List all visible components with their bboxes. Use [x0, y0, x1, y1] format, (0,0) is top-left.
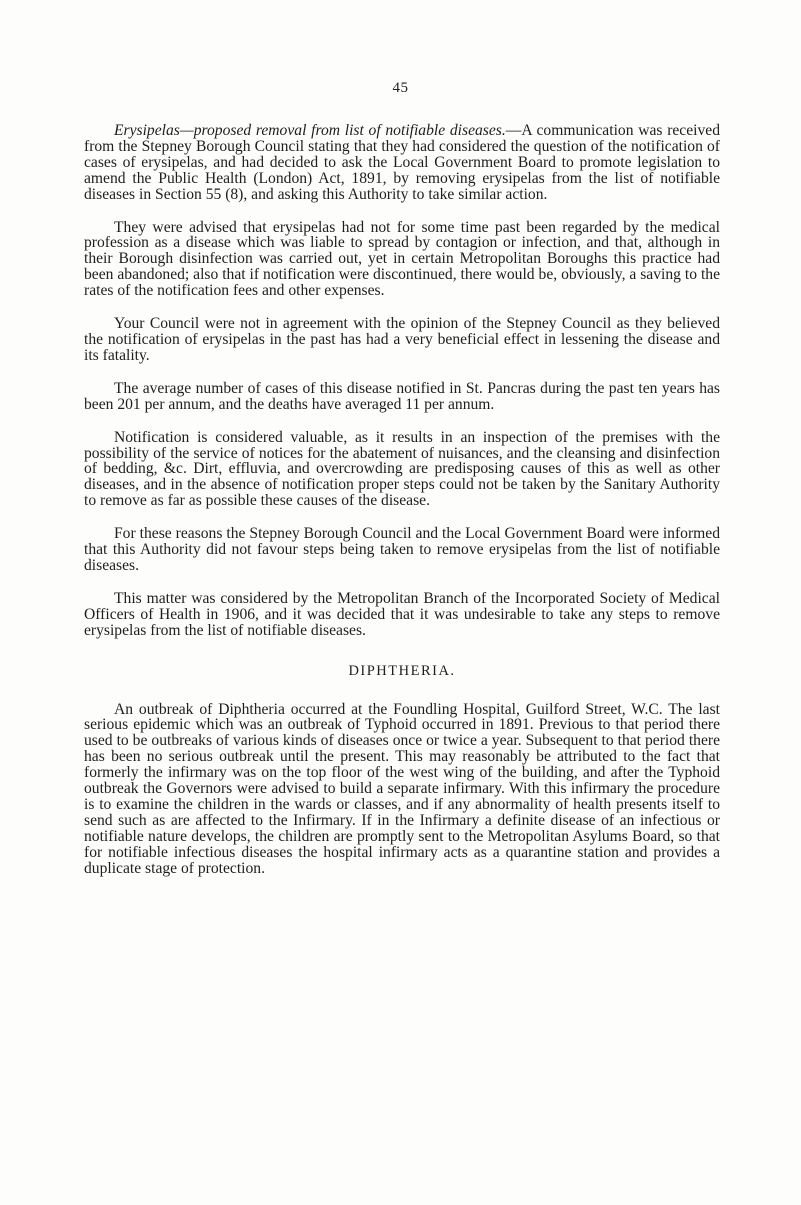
section-lead-title: Erysipelas—proposed removal from list of notifiable diseases. [114, 122, 506, 139]
erysipelas-paragraph-3: Your Council were not in agreement with the opinion of the Stepney Council as they believed the notification of erysipelas in the past has had a very beneficial effect in lessening the disease and its fatality. [84, 315, 720, 364]
body-text [84, 123, 720, 877]
erysipelas-paragraph-1 [84, 123, 720, 203]
erysipelas-paragraph-7: This matter was considered by the Metropolitan Branch of the Incorporated Society of Medical Officers of Health in 1906, and it was decided that it was undesirable to take any steps to remove erysipelas from the list of notifiable diseases. [84, 589, 720, 639]
section-heading-diphtheria: DIPHTHERIA. [348, 662, 456, 679]
erysipelas-paragraph-6: For these reasons the Stepney Borough Council and the Local Government Board were informed that this Authority did not favour steps being taken to remove erysipelas from the list of notifiable diseases. [84, 525, 720, 574]
page-number: 45 [392, 80, 409, 96]
erysipelas-paragraph-4: The average number of cases of this disease notified in St. Pancras during the past ten years has been 201 per annum, and the deaths have averaged 11 per annum. [84, 379, 720, 413]
erysipelas-paragraph-1-text: —A communication was received from the Stepney Borough Council stating that they had considered the question of the notification of cases of erysipelas, and had decided to ask the Local Government Board to promote legislation to amend the Public Health (London) Act, 1891, by removing erysipelas from the list of notifiable diseases in Section 55 (8), and asking this Authority to take similar action. [84, 122, 720, 203]
erysipelas-paragraph-2: They were advised that erysipelas had not for some time past been regarded by the medical profession as a disease which was liable to spread by contagion or infection, and that, although in their Borough disinfection was carried out, yet in certain Metropolitan Boroughs this practice had been abandoned; also that if notification were discontinued, there would be, obviously, a saving to the rates of the notification fees and other expenses. [84, 218, 720, 300]
erysipelas-paragraph-5: Notification is considered valuable, as it results in an inspection of the premises with the possibility of the service of notices for the abatement of nuisances, and the cleansing and disinfection of bedding, &c. Dirt, effluvia, and overcrowding are predisposing causes of this as well as other diseases, and in the absence of notification proper steps could not be taken by the Sanitary Authority to remove as far as possible these causes of the disease. [84, 428, 720, 510]
diphtheria-paragraph-1: An outbreak of Diphtheria occurred at the Foundling Hospital, Guilford Street, W.C. The last serious epidemic which was an outbreak of Typhoid occurred in 1891. Previous to that period there used to be outbreaks of various kinds of diseases once or twice a year. Subsequent to that period there has been no serious outbreak until the present. This may reasonably be attributed to the fact that formerly the infirmary was on the top floor of the west wing of the building, and after the Typhoid outbreak the Governors were advised to build a separate infirmary. With this infirmary the procedure is to examine the children in the wards or classes, and if any abnormality of health presents itself to send such as are affected to the Infirmary. If in the Infirmary a definite disease of an infectious or notifiable nature develops, the children are promptly sent to the Metropolitan Asylums Board, so that for notifiable infectious diseases the hospital infirmary acts as a quarantine station and provides a duplicate stage of protection. [84, 700, 720, 877]
